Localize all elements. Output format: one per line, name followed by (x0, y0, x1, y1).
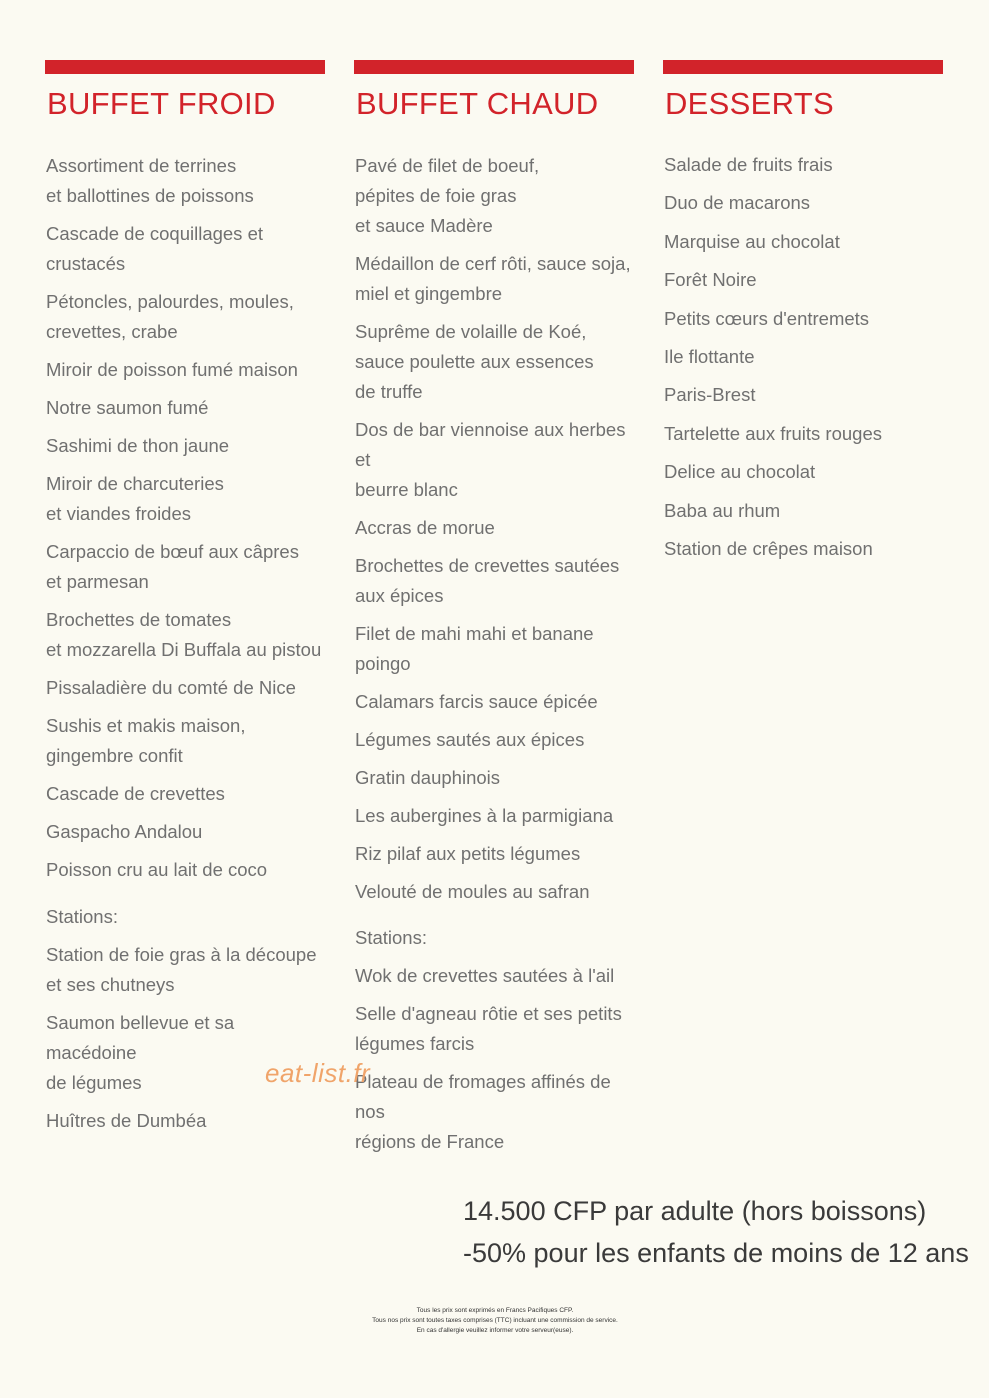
menu-item: Calamars farcis sauce épicée (355, 691, 598, 712)
menu-item: Ile flottante (664, 345, 755, 367)
menu-item: Cascade de coquillages et crustacés (46, 223, 264, 274)
footer-line: En cas d'allergie veuillez informer votre serveur(euse). (416, 1327, 574, 1334)
menu-item: Filet de mahi mahi et banane poingo (355, 623, 594, 674)
menu-item: Carpaccio de bœuf aux câpres et parmesan (46, 541, 299, 592)
column-buffet-chaud (354, 60, 634, 1152)
menu-item: Miroir de poisson fumé maison (46, 359, 298, 380)
menu-item: Sushis et makis maison, gingembre confit (46, 715, 246, 766)
menu-list (355, 151, 634, 915)
adult-price: 14.500 CFP par adulte (hors boissons) (463, 1196, 927, 1226)
column-desserts (663, 60, 943, 559)
menu-item: Cascade de crevettes (46, 783, 225, 804)
menu-item: Gratin dauphinois (355, 767, 501, 788)
menu-item: Miroir de charcuteries et viandes froides (46, 473, 224, 524)
menu-item: Pétoncles, palourdes, moules, crevettes, crabe (46, 291, 294, 342)
menu-item: Station de crêpes maison (664, 537, 873, 559)
menu-item: Salade de fruits frais (664, 154, 833, 175)
menu-item: Baba au rhum (664, 499, 781, 521)
station-item: Saumon bellevue et sa macédoine de légumes (46, 1012, 235, 1093)
station-item: Station de foie gras à la découpe et ses chutneys (46, 944, 317, 995)
stations-list (355, 923, 634, 1165)
section-title: BUFFET FROID (47, 86, 276, 121)
menu-item: Assortiment de terrines et ballottines de poissons (46, 155, 254, 206)
menu-item: Delice au chocolat (664, 461, 816, 483)
station-item: Wok de crevettes sautées à l'ail (355, 965, 615, 986)
menu-item: Marquise au chocolat (664, 230, 840, 252)
menu-item: Velouté de moules au safran (355, 881, 590, 902)
menu-item: Légumes sautés aux épices (355, 729, 585, 750)
menu-item: Paris-Brest (664, 384, 756, 406)
stations-list (46, 902, 325, 1144)
footer-line: Tous les prix sont exprimés en Francs Pacifiques CFP. (416, 1307, 574, 1314)
menu-item: Pissaladière du comté de Nice (46, 677, 296, 698)
menu-item: Forêt Noire (664, 269, 757, 291)
children-discount: -50% pour les enfants de moins de 12 ans (463, 1238, 969, 1268)
menu-item: Duo de macarons (664, 192, 811, 214)
section-divider-bar (354, 60, 634, 74)
menu-item: Petits cœurs d'entremets (664, 307, 870, 329)
menu-item: Les aubergines à la parmigiana (355, 805, 614, 826)
menu-item: Accras de morue (355, 517, 495, 538)
menu-item: Sashimi de thon jaune (46, 435, 230, 456)
menu-item: Dos de bar viennoise aux herbes et beurre blanc (355, 419, 626, 500)
menu-item: Poisson cru au lait de coco (46, 859, 268, 880)
watermark: eat-list.fr (265, 1058, 371, 1088)
footer-line: Tous nos prix sont toutes taxes comprises (TTC) incluant une commission de service. (372, 1317, 618, 1324)
station-item: Plateau de fromages affinés de nos régions de France (355, 1071, 611, 1152)
menu-item: Tartelette aux fruits rouges (664, 422, 882, 444)
stations-heading: Stations: (46, 906, 118, 927)
section-divider-bar (663, 60, 943, 74)
menu-list (46, 151, 325, 893)
section-divider-bar (45, 60, 325, 74)
menu-item: Notre saumon fumé (46, 397, 209, 418)
menu-item: Gaspacho Andalou (46, 821, 203, 842)
station-item: Selle d'agneau rôtie et ses petits légumes farcis (355, 1003, 622, 1054)
menu-item: Brochettes de tomates et mozzarella Di Buffala au pistou (46, 609, 322, 660)
footer-notes (300, 1306, 690, 1336)
menu-list (664, 150, 882, 572)
price-block (463, 1190, 969, 1274)
menu-item: Médaillon de cerf rôti, sauce soja, miel et gingembre (355, 253, 631, 304)
section-title: BUFFET CHAUD (356, 86, 599, 121)
menu-item: Suprême de volaille de Koé, sauce poulette aux essences de truffe (355, 321, 594, 402)
section-title: DESSERTS (665, 86, 834, 121)
stations-heading: Stations: (355, 927, 427, 948)
station-item: Huîtres de Dumbéa (46, 1110, 207, 1131)
menu-item: Riz pilaf aux petits légumes (355, 843, 581, 864)
menu-item: Brochettes de crevettes sautées aux épices (355, 555, 620, 606)
menu-item: Pavé de filet de boeuf, pépites de foie gras et sauce Madère (355, 155, 540, 236)
